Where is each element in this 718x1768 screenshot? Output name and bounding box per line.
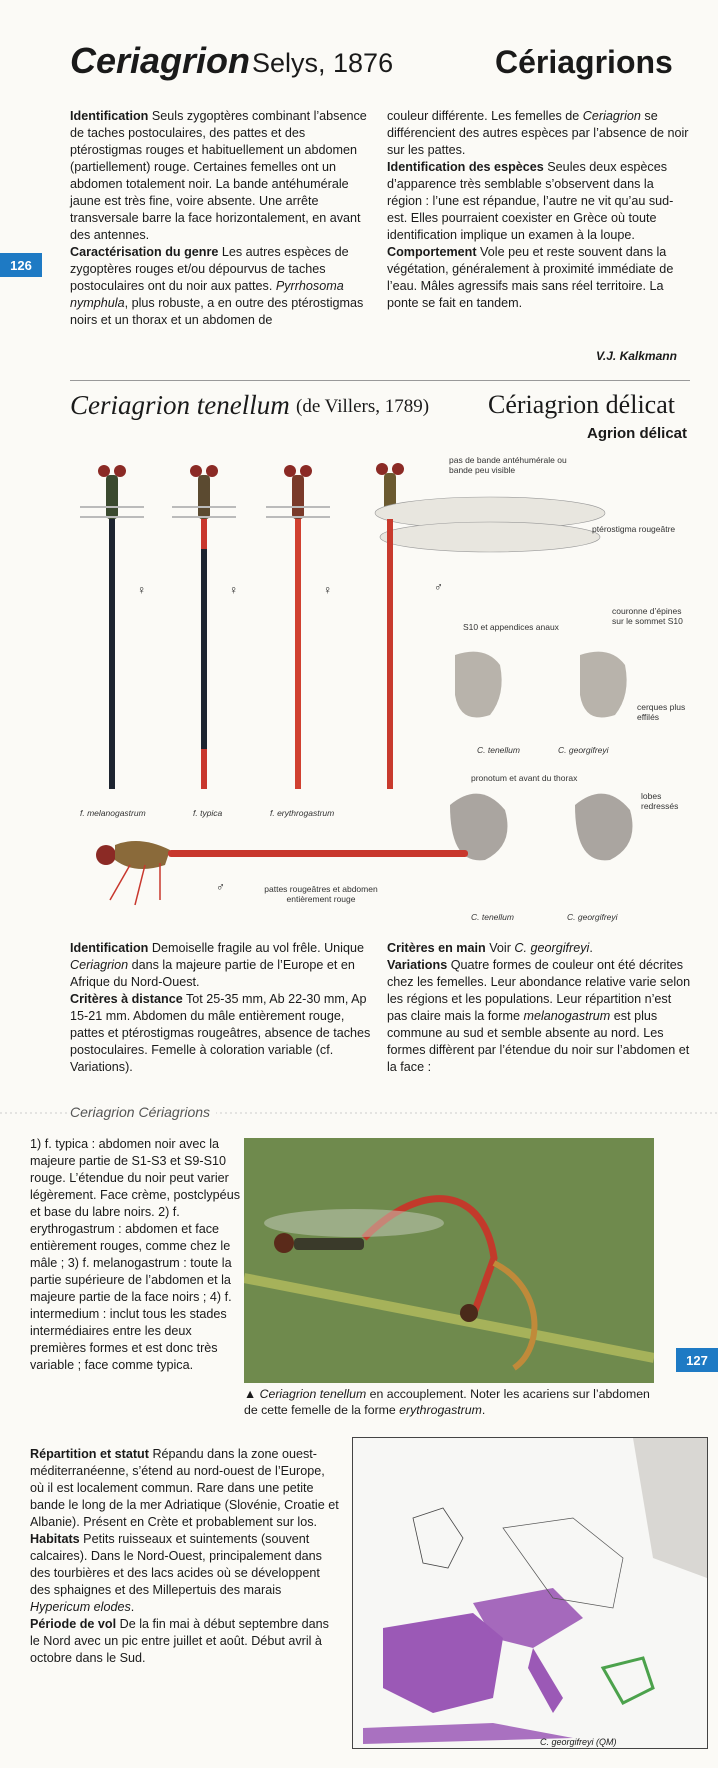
female-typica-figure — [172, 465, 236, 789]
species-title: Ceriagrion tenellum — [70, 390, 290, 420]
distribution-text — [30, 1446, 340, 1667]
species-text-col2 — [387, 940, 692, 1076]
map-label: C. georgifreyi (QM) — [540, 1737, 617, 1747]
male-symbol-top: ♂ — [434, 580, 443, 594]
flight-period: Période de vol De la fin mai à début septembre dans le Nord avec un pic entre juillet et août. Début avril à octobre dans le Sud. — [30, 1617, 329, 1665]
species-french-name: Cériagrion délicat — [488, 390, 675, 419]
mating-photo — [244, 1138, 654, 1383]
callout-legs: pattes rougeâtres et abdomen entièrement rouge — [264, 884, 378, 904]
running-head: Ceriagrion Cériagrions — [70, 1104, 216, 1120]
genus-title: Ceriagrion — [70, 40, 251, 81]
s10-label-tenellum: C. tenellum — [477, 745, 520, 755]
photo-caption: ▲ Ceriagrion tenellum en accouplement. Noter les acariens sur l’abdomen de cette femelle de la forme erythrogastrum. — [244, 1387, 650, 1417]
section-divider — [70, 380, 690, 381]
genus-behaviour: Comportement Vole peu et reste souvent dans la végétation, généralement à proximité immédiate de l’eau. Mâles agressifs mais sans réel territoire. La ponte se fait en tandem. — [387, 245, 674, 310]
pronotum-title: pronotum et avant du thorax — [471, 773, 578, 783]
callout-cerci: cerques plus effilés — [637, 702, 686, 722]
callout-antehumeral: pas de bande antéhumérale ou bande peu visible — [449, 455, 567, 475]
species-french-alt: Agrion délicat — [587, 425, 688, 442]
pronotum-label-tenellum: C. tenellum — [471, 912, 514, 922]
pronotum-label-georgifreyi: C. georgifreyi — [567, 912, 618, 922]
habitats: Habitats Petits ruisseaux et suintements (souvent calcaires). Dans le Nord-Ouest, principalement dans des tourbières et des lacs acides où se développent des sphaignes et des Millepertuis des marais Hypericum elodes. — [30, 1532, 322, 1614]
species-distance-criteria: Critères à distance Tot 25-35 mm, Ab 22-30 mm, Ap 15-21 mm. Abdomen du mâle entièrement rouge, pattes et ptérostigmas rougeâtres, absence de taches postoculaires. Femelle à coloration variable (cf. Variations). — [70, 992, 371, 1074]
genus-species-id: Identification des espèces Seules deux espèces d’apparence très semblable s’observent dans la région : l’une est répandue, l’autre ne vit qu’au sud-est. Elles pourraient coexister en Grèce où toute identification implique un examen à la loupe. — [387, 160, 674, 242]
s10-tenellum-drawing — [455, 652, 502, 718]
form-label-melanogastrum: f. melanogastrum — [80, 808, 146, 818]
species-identification: Identification Demoiselle fragile au vol frêle. Unique Ceriagrion dans la majeure partie de l’Europe et en Afrique du Nord-Ouest. — [70, 941, 364, 989]
callout-spines: couronne d’épines sur le sommet S10 — [612, 606, 683, 626]
variations-continued: 1) f. typica : abdomen noir avec la majeure partie de S1-S3 et S9-S10 rouge. L’étendue du noir peut varier légèrement. Face crème, postclypéus et base du labre noirs. 2) f. erythrogastrum : abdomen et face entièrement rouges, comme chez le mâle ; 3) f. melanogastrum : toute la partie supérieure de l’abdomen et la majeure partie de la face noirs ; 4) f. intermedium : inclut tous les stades intermédiaires entre les deux premières formes et est donc très variable ; face comme typica. — [30, 1137, 240, 1372]
genus-author: Selys, 1876 — [252, 48, 394, 78]
female-melanogastrum-figure — [80, 465, 144, 789]
pronotum-georgifreyi-drawing — [575, 794, 633, 861]
species-in-hand: Critères en main Voir C. georgifreyi. — [387, 941, 593, 955]
plate-illustration — [60, 445, 700, 925]
species-author: (de Villers, 1789) — [296, 396, 430, 417]
genus-text-col1 — [70, 108, 375, 329]
callout-pterostigma: ptérostigma rougeâtre — [592, 524, 676, 534]
male-symbol-side: ♂ — [216, 880, 225, 894]
female-symbol-3: ♀ — [323, 583, 332, 597]
species-variations: Variations Quatre formes de couleur ont été décrites chez les femelles. Leur abondance relative varie selon les régions et les populations. Leur répartition n’est pas claire mais la forme melanogastrum est plus commune au sud et semble absente au nord. Les formes diffèrent par l’étendue du noir sur l’abdomen et la face : — [387, 958, 691, 1074]
genus-text-col2 — [387, 108, 692, 312]
form-label-typica: f. typica — [193, 808, 223, 818]
page-number-right: 127 — [676, 1348, 718, 1372]
genus-characterization: Caractérisation du genre Les autres espèces de zygoptères rouges et/ou dépourvus de taches postoculaires ont du noir aux pattes. Pyrrhosoma nymphula, plus robuste, a en outre des ptérostigmas noirs et un thorax et un abdomen de — [70, 245, 364, 327]
callout-lobes: lobes redressés — [641, 791, 679, 811]
genus-continued: couleur différente. Les femelles de Ceriagrion se différencient des autres espèces par l’absence de noir sur les pattes. — [387, 109, 689, 157]
female-symbol-2: ♀ — [229, 583, 238, 597]
female-symbol-1: ♀ — [137, 583, 146, 597]
range-status: Répartition et statut Répandu dans la zone ouest-méditerranéenne, s’étend au nord-ouest de l’Europe, où il est localement commun. Rare dans une petite bande le long de la mer Adriatique (Slovénie, Croatie et Albanie). Présent en Crète et probablement sur los. — [30, 1447, 339, 1529]
author-signature: V.J. Kalkmann — [596, 349, 677, 363]
species-text-col1 — [70, 940, 375, 1076]
s10-georgifreyi-drawing — [580, 652, 627, 718]
form-label-erythrogastrum: f. erythrogastrum — [270, 808, 335, 818]
genus-identification: Identification Seuls zygoptères combinant l’absence de taches postoculaires, des pattes et des ptérostigmas rouges et habituellement un abdomen (partiellement) rouge. Certaines femelles ont un abdomen totalement noir. La bande antéhumérale jaune est très fine, voire absente. Une arrête transversale barre la face horizontalement, en avant des antennes. — [70, 109, 367, 242]
s10-title: S10 et appendices anaux — [463, 622, 559, 632]
page-number-left: 126 — [0, 253, 42, 277]
genus-french-name: Cériagrions — [495, 44, 673, 80]
s10-label-georgifreyi: C. georgifreyi — [558, 745, 609, 755]
distribution-map — [352, 1437, 708, 1749]
female-erythrogastrum-figure — [266, 465, 330, 789]
